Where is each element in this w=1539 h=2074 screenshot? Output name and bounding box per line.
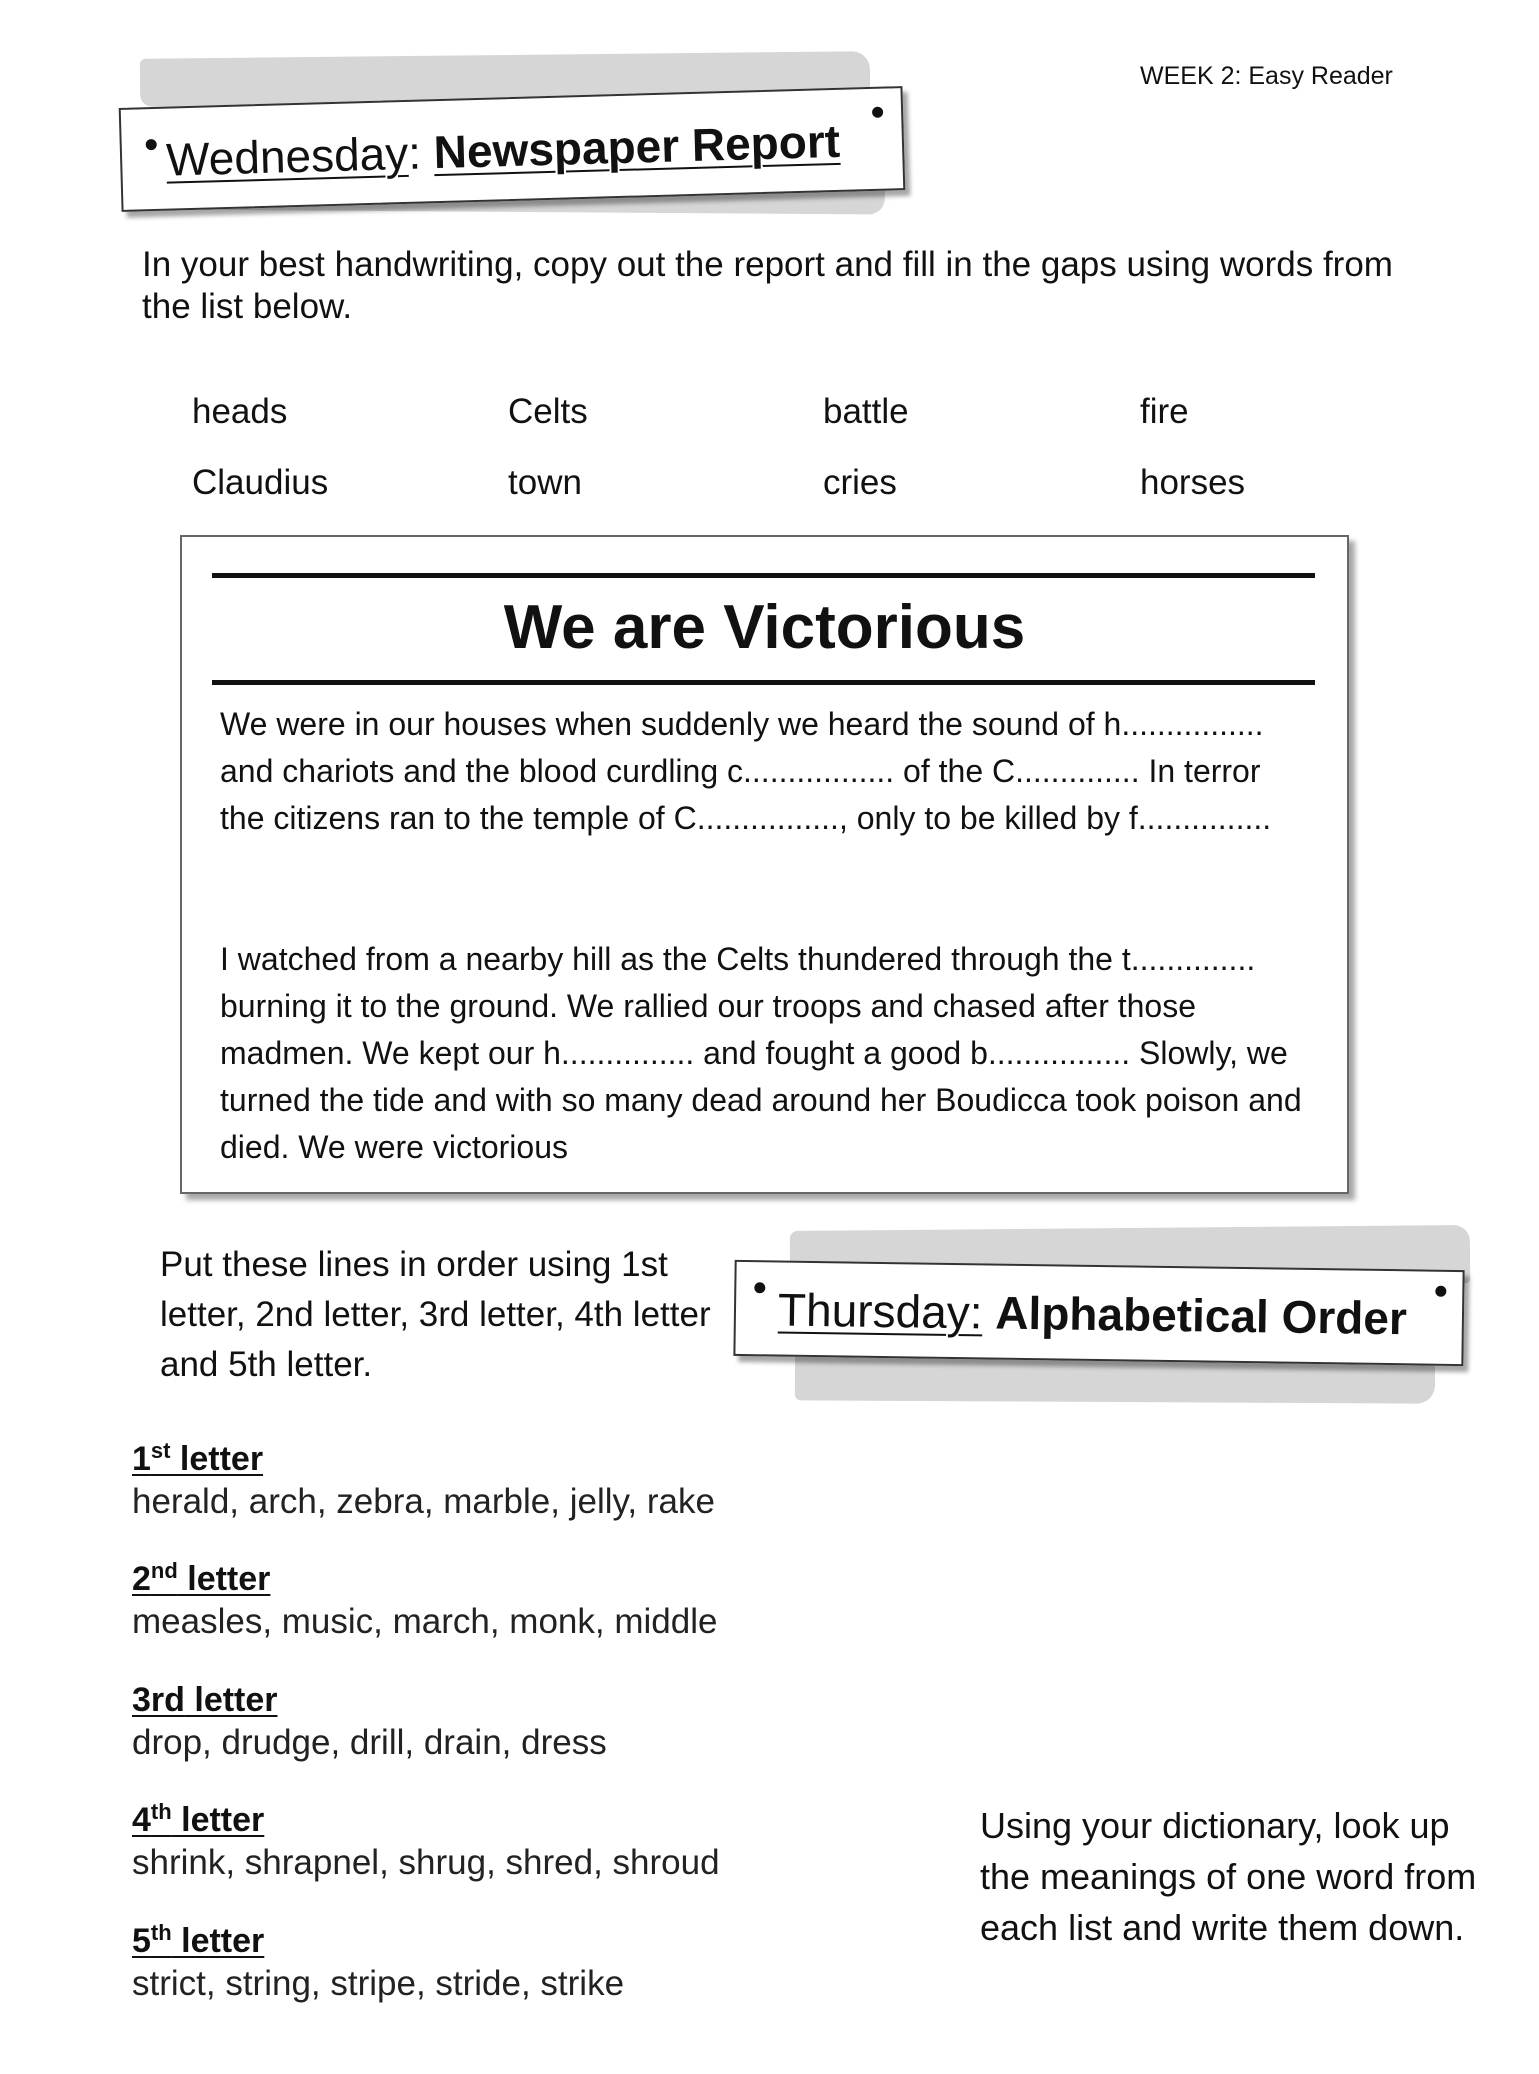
day-label: Wednesday [165,126,409,186]
pin-dot-icon [872,107,883,118]
day-label: Thursday: [777,1283,983,1339]
list-heading: 4th letter [132,1799,265,1839]
title-separator: : [407,126,422,179]
report-instruction: In your best handwriting, copy out the report and fill in the gaps using words from the list below. [142,245,1393,326]
list-words: drop, drudge, drill, drain, dress [132,1723,607,1762]
report-headline: We are Victorious [503,593,1026,662]
word-bank-item: battle [823,392,909,431]
list-heading: 3rd letter [132,1681,278,1719]
word-bank-item: cries [823,463,897,502]
wednesday-banner [119,86,906,212]
dictionary-task: Using your dictionary, look up the meanings of one word from each list and write them down. [980,1805,1477,1948]
list-heading: 1st letter [132,1438,264,1478]
topic-label: Alphabetical Order [994,1286,1408,1345]
pin-dot-icon [754,1282,765,1293]
word-bank-item: horses [1140,463,1246,502]
word-bank-item: Claudius [192,463,329,502]
word-bank-item: heads [192,392,288,431]
list-heading: 5th letter [132,1920,265,1960]
order-instruction: Put these lines in order using 1st letter, 2nd letter, 3rd letter, 4th letter and 5th letter. [160,1245,711,1384]
headline-rule-bottom [212,680,1315,685]
week-label: WEEK 2: Easy Reader [1140,62,1393,90]
list-heading: 2nd letter [132,1558,271,1598]
newspaper-report [180,535,1349,1194]
headline-rule-top [212,573,1315,578]
pin-dot-icon [146,139,157,150]
word-bank-item: town [508,463,582,502]
list-words: measles, music, march, monk, middle [132,1602,718,1641]
wednesday-title [165,114,840,187]
list-words: shrink, shrapnel, shrug, shred, shroud [132,1843,720,1882]
thursday-title [778,1283,1408,1346]
word-bank-item: fire [1140,392,1189,431]
report-paragraph-2: I watched from a nearby hill as the Celts thundered through the t.............. burning it to the ground. We rallied our troops and chased after those madmen. We kept our h............... and fought a good b................ Slowly, we turned the tide and with so many dead around her Boudicca took poison and died. We were victorious [220,941,1302,1165]
list-words: strict, string, stripe, stride, strike [132,1964,625,2003]
topic-label: Newspaper Report [432,114,841,179]
pin-dot-icon [1435,1286,1446,1297]
thursday-banner [733,1260,1464,1366]
word-bank-item: Celts [508,392,588,431]
list-words: herald, arch, zebra, marble, jelly, rake [132,1482,715,1521]
report-paragraph-1: We were in our houses when suddenly we heard the sound of h................ and chariots and the blood curdling c................. of the C.............. In terror the citizens ran to the temple of C................, only to be killed by f............... [220,706,1272,836]
